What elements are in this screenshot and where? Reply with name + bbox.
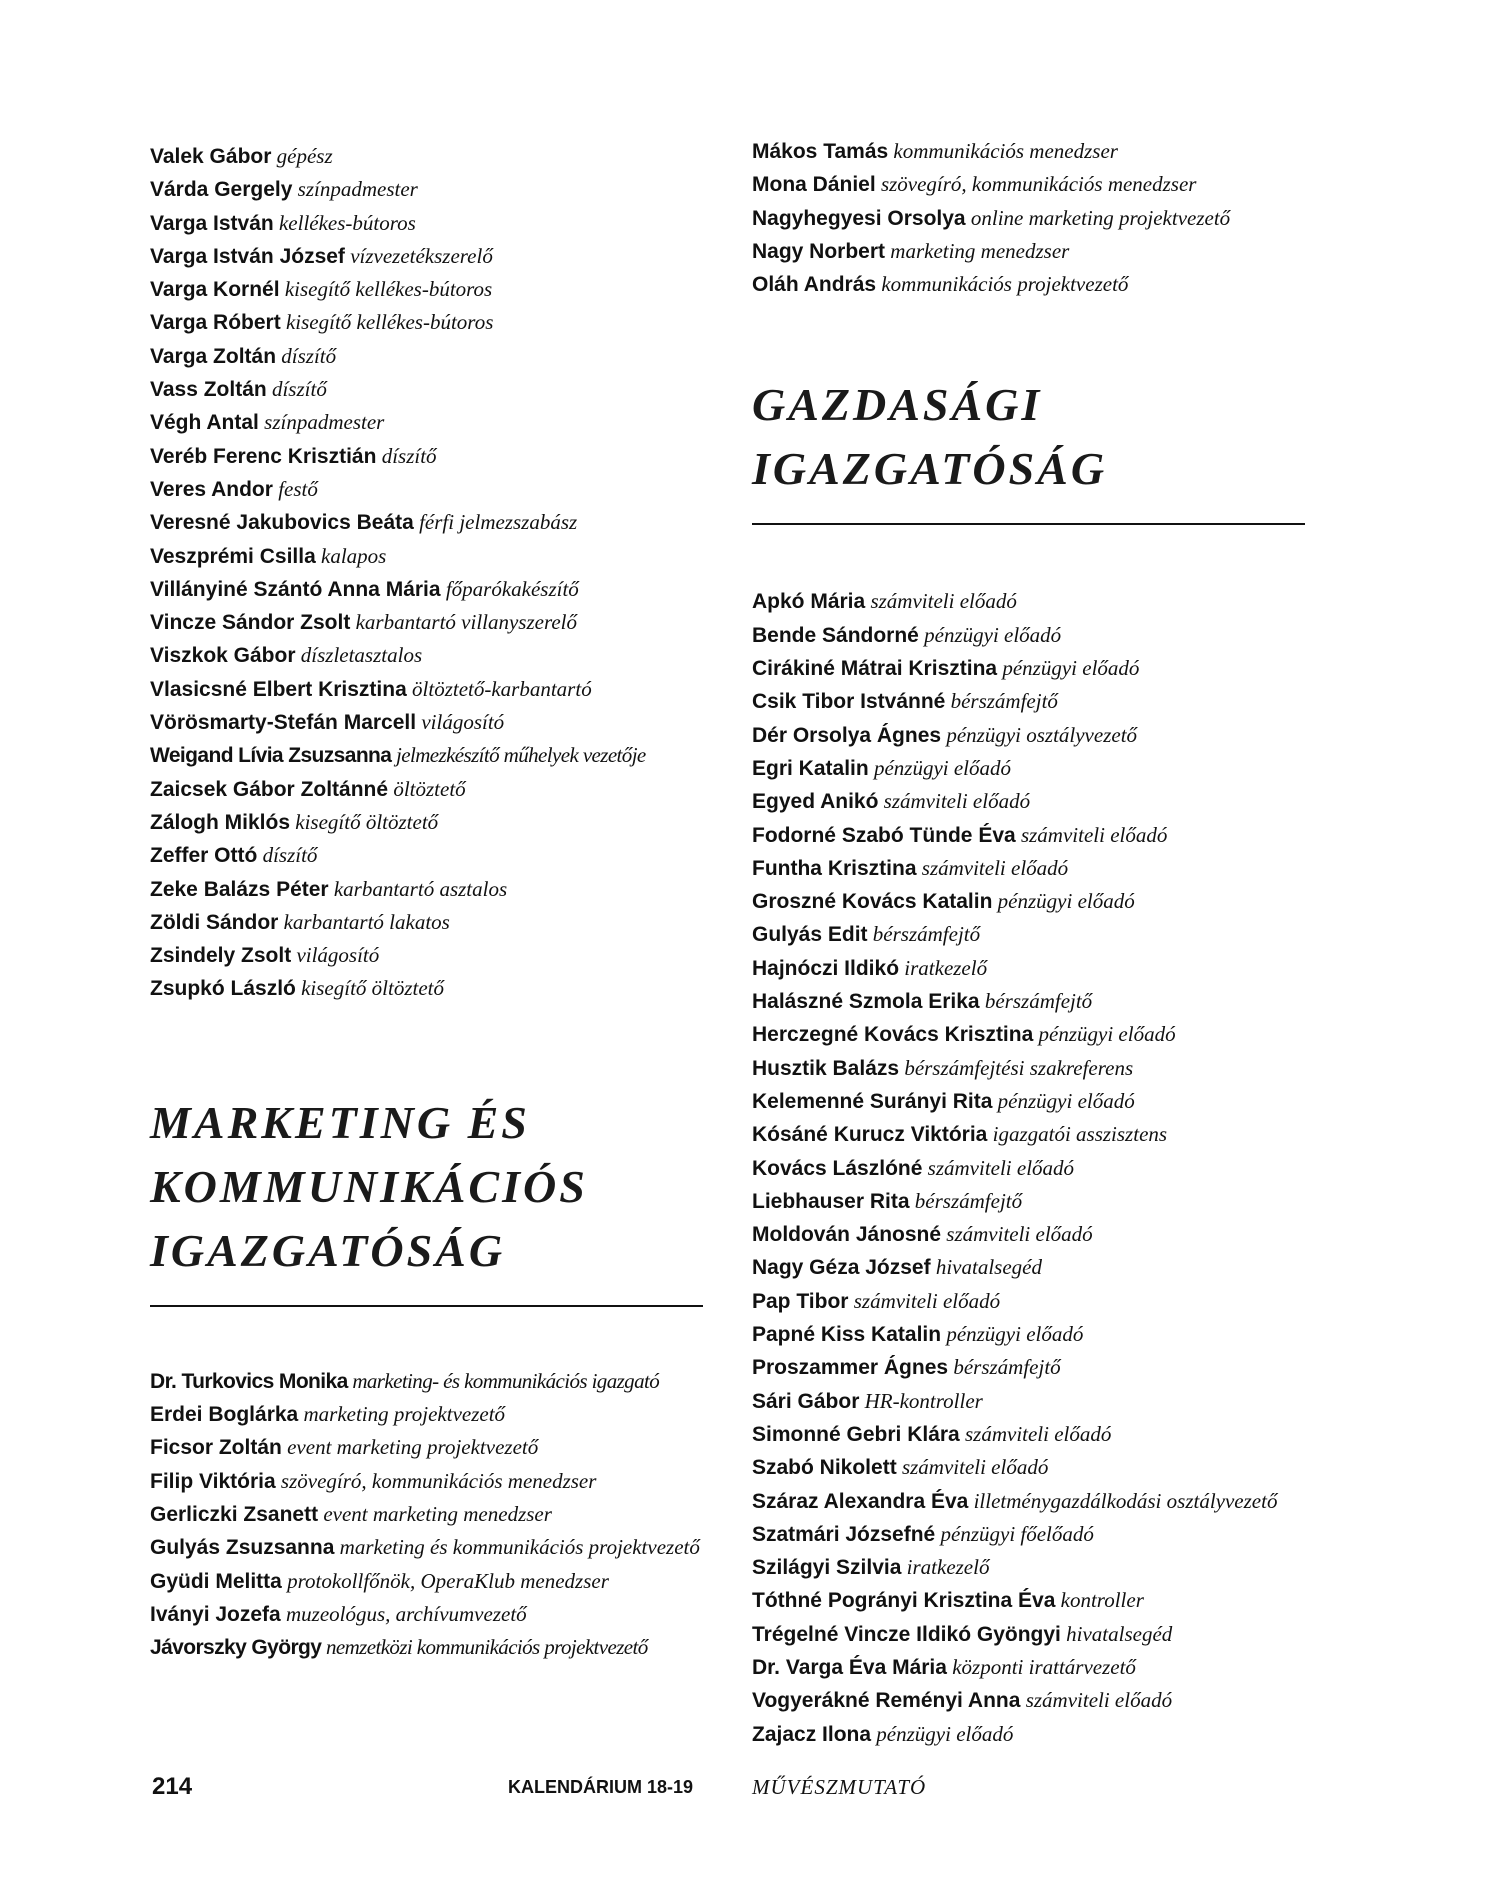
staff-role: kisegítő öltöztető — [301, 976, 445, 1001]
staff-entry — [150, 573, 710, 606]
staff-role: marketing menedzser — [890, 238, 1070, 263]
staff-role: szövegíró, kommunikációs menedzser — [880, 172, 1197, 197]
staff-name: Vass Zoltán — [150, 378, 267, 402]
staff-name: Varga Kornél — [150, 278, 280, 302]
staff-role: kommunikációs projektvezető — [881, 272, 1129, 297]
staff-role: díszítő — [381, 443, 437, 468]
staff-role: karbantartó lakatos — [283, 909, 450, 934]
staff-entry — [150, 706, 710, 739]
staff-name: Dr. Turkovics Monika — [150, 1369, 348, 1393]
staff-name: Ficsor Zoltán — [150, 1436, 282, 1460]
staff-entry — [752, 652, 1312, 685]
staff-role: protokollfőnök, OperaKlub menedzser — [287, 1568, 609, 1593]
staff-name: Cirákiné Mátrai Krisztina — [752, 657, 998, 681]
staff-entry — [752, 719, 1312, 752]
staff-role: igazgatói asszisztens — [992, 1122, 1168, 1147]
staff-entry — [150, 673, 710, 706]
staff-role: kisegítő kellékes-bútoros — [284, 277, 493, 302]
staff-role: bérszámfejtő — [914, 1188, 1023, 1213]
staff-name: Halászné Szmola Erika — [752, 990, 980, 1014]
staff-entry — [150, 739, 710, 772]
staff-entry — [752, 585, 1312, 618]
staff-role: gépész — [276, 144, 333, 168]
staff-entry — [752, 1485, 1312, 1518]
staff-entry — [752, 785, 1312, 818]
staff-entry — [752, 952, 1312, 985]
staff-entry — [150, 1565, 710, 1598]
staff-entry — [752, 1651, 1312, 1684]
staff-name: Tóthné Pogrányi Krisztina Éva — [752, 1589, 1056, 1613]
staff-role: HR-kontroller — [864, 1388, 983, 1413]
staff-entry — [150, 1465, 710, 1498]
staff-role: nemzetközi kommunikációs projektvezető — [326, 1635, 648, 1660]
staff-name: Várda Gergely — [150, 178, 293, 202]
staff-name: Egri Katalin — [752, 756, 869, 780]
staff-role: hivatalsegéd — [935, 1255, 1042, 1280]
staff-name: Gulyás Edit — [752, 923, 868, 947]
staff-role: iratkezelő — [906, 1555, 990, 1580]
staff-name: Mákos Tamás — [752, 140, 889, 163]
staff-role: számviteli előadó — [901, 1455, 1049, 1480]
staff-entry — [150, 240, 710, 273]
staff-role: szövegíró, kommunikációs menedzser — [280, 1468, 597, 1493]
staff-role: kellékes-bútoros — [278, 210, 416, 235]
staff-name: Veresné Jakubovics Beáta — [150, 511, 414, 535]
staff-entry — [150, 440, 710, 473]
staff-entry — [150, 639, 710, 672]
staff-list-technical — [150, 140, 710, 1006]
staff-role: event marketing menedzser — [323, 1501, 552, 1526]
staff-entry — [752, 1385, 1312, 1418]
staff-entry — [752, 1351, 1312, 1384]
staff-name: Viszkok Gábor — [150, 644, 296, 668]
staff-entry — [150, 540, 710, 573]
staff-name: Zálogh Miklós — [150, 810, 291, 834]
section-divider — [150, 1305, 703, 1307]
staff-name: Mona Dániel — [752, 173, 876, 197]
staff-entry — [150, 606, 710, 639]
staff-role: pénzügyi előadó — [876, 1721, 1014, 1746]
staff-entry — [150, 839, 710, 872]
staff-name: Jávorszky György — [150, 1636, 322, 1660]
staff-entry — [752, 1551, 1312, 1584]
staff-name: Pap Tibor — [752, 1289, 849, 1313]
staff-name: Weigand Lívia Zsuzsanna — [150, 744, 392, 768]
staff-entry — [752, 752, 1312, 785]
staff-entry — [150, 1498, 710, 1531]
staff-entry — [150, 1531, 710, 1564]
staff-role: kontroller — [1060, 1588, 1144, 1613]
staff-name: Papné Kiss Katalin — [752, 1323, 942, 1347]
staff-entry — [752, 685, 1312, 718]
staff-entry — [150, 373, 710, 406]
staff-role: díszítő — [262, 843, 318, 868]
heading-line: IGAZGATÓSÁG — [752, 443, 1108, 495]
section-title: MŰVÉSZMUTATÓ — [752, 1775, 927, 1799]
staff-name: Vlasicsné Elbert Krisztina — [150, 677, 407, 701]
staff-role: világosító — [296, 943, 380, 968]
staff-name: Apkó Mária — [752, 590, 866, 614]
staff-entry — [752, 1251, 1312, 1284]
staff-name: Dér Orsolya Ágnes — [752, 723, 942, 747]
staff-name: Kelemenné Surányi Rita — [752, 1089, 993, 1113]
staff-entry — [752, 1718, 1312, 1751]
staff-role: központi irattárvezető — [952, 1654, 1136, 1679]
staff-entry — [150, 972, 710, 1005]
staff-name: Veszprémi Csilla — [150, 544, 316, 568]
staff-entry — [752, 268, 1312, 301]
staff-name: Fodorné Szabó Tünde Éva — [752, 823, 1016, 847]
staff-entry — [752, 1185, 1312, 1218]
staff-name: Nagyhegyesi Orsolya — [752, 206, 966, 230]
staff-role: számviteli előadó — [927, 1155, 1075, 1180]
heading-line: GAZDASÁGI — [752, 379, 1043, 431]
heading-line: KOMMUNIKÁCIÓS — [150, 1160, 588, 1212]
staff-name: Gerliczki Zsanett — [150, 1502, 319, 1526]
staff-name: Varga István József — [150, 244, 345, 268]
staff-role: pénzügyi osztályvezető — [946, 722, 1138, 747]
staff-role: pénzügyi előadó — [1002, 656, 1140, 681]
staff-role: férfi jelmezszabász — [419, 510, 578, 535]
staff-role: pénzügyi előadó — [873, 755, 1012, 780]
staff-entry — [150, 939, 710, 972]
staff-role: marketing projektvezető — [303, 1402, 506, 1427]
staff-name: Varga Róbert — [150, 311, 281, 335]
staff-name: Varga István — [150, 211, 274, 235]
staff-entry — [150, 406, 710, 439]
staff-role: kommunikációs menedzser — [893, 139, 1118, 163]
staff-name: Csik Tibor Istvánné — [752, 690, 946, 714]
left-column — [150, 140, 710, 1664]
staff-role: számviteli előadó — [1020, 822, 1168, 847]
staff-role: főparókakészítő — [445, 576, 579, 601]
staff-name: Iványi Jozefa — [150, 1602, 281, 1626]
staff-role: számviteli előadó — [964, 1421, 1112, 1446]
staff-name: Liebhauser Rita — [752, 1189, 910, 1213]
staff-entry — [150, 140, 710, 173]
staff-role: bérszámfejtő — [950, 689, 1058, 714]
staff-name: Zsupkó László — [150, 977, 296, 1001]
staff-role: pénzügyi előadó — [997, 1088, 1135, 1113]
staff-name: Simonné Gebri Klára — [752, 1422, 960, 1446]
staff-entry — [150, 1365, 710, 1398]
staff-entry — [150, 1598, 710, 1631]
staff-name: Zaicsek Gábor Zoltánné — [150, 777, 389, 801]
staff-name: Nagy Norbert — [752, 239, 886, 263]
staff-entry — [150, 773, 710, 806]
staff-entry — [752, 918, 1312, 951]
staff-entry — [150, 906, 710, 939]
staff-entry — [752, 235, 1312, 268]
staff-entry — [752, 1518, 1312, 1551]
staff-entry — [752, 852, 1312, 885]
staff-entry — [752, 1285, 1312, 1318]
staff-name: Zöldi Sándor — [150, 910, 279, 934]
staff-name: Végh Antal — [150, 411, 259, 435]
staff-list-marketing-continued — [752, 135, 1312, 301]
staff-name: Zeffer Ottó — [150, 844, 258, 868]
staff-role: marketing- és kommunikációs igazgató — [352, 1368, 660, 1393]
staff-entry — [150, 306, 710, 339]
staff-name: Trégelné Vincze Ildikó Gyöngyi — [752, 1622, 1061, 1646]
staff-role: öltöztető-karbantartó — [412, 676, 592, 701]
staff-role: számviteli előadó — [883, 789, 1031, 814]
staff-name: Hajnóczi Ildikó — [752, 956, 900, 980]
staff-name: Funtha Krisztina — [752, 856, 917, 880]
staff-role: számviteli előadó — [1025, 1688, 1173, 1713]
staff-entry — [752, 1085, 1312, 1118]
staff-role: számviteli előadó — [853, 1288, 1001, 1313]
heading-line: IGAZGATÓSÁG — [150, 1224, 506, 1276]
staff-name: Zajacz Ilona — [752, 1722, 872, 1746]
staff-entry — [150, 506, 710, 539]
staff-role: bérszámfejtési szakreferens — [904, 1055, 1134, 1080]
staff-entry — [752, 1152, 1312, 1185]
staff-role: jelmezkészítő műhelyek vezetője — [396, 743, 646, 768]
staff-entry — [752, 1052, 1312, 1085]
staff-entry — [752, 885, 1312, 918]
staff-entry — [150, 273, 710, 306]
staff-name: Szilágyi Szilvia — [752, 1556, 902, 1580]
staff-entry — [752, 1418, 1312, 1451]
staff-entry — [752, 1218, 1312, 1251]
staff-entry — [752, 168, 1312, 201]
staff-entry — [752, 1618, 1312, 1651]
staff-entry — [150, 806, 710, 839]
staff-role: pénzügyi előadó — [1038, 1022, 1176, 1047]
staff-name: Vincze Sándor Zsolt — [150, 611, 351, 635]
staff-entry — [150, 1431, 710, 1464]
staff-entry — [752, 1318, 1312, 1351]
staff-role: vízvezetékszerelő — [350, 243, 493, 268]
staff-list-financial — [752, 585, 1312, 1750]
staff-role: számviteli előadó — [921, 855, 1069, 880]
staff-role: világosító — [421, 710, 505, 735]
staff-name: Veres Andor — [150, 477, 273, 501]
staff-role: bérszámfejtő — [984, 989, 1093, 1014]
staff-name: Gyüdi Melitta — [150, 1569, 282, 1593]
staff-name: Gulyás Zsuzsanna — [150, 1536, 335, 1560]
staff-entry — [752, 1118, 1312, 1151]
staff-entry — [752, 135, 1312, 168]
staff-name: Vogyerákné Reményi Anna — [752, 1689, 1021, 1713]
staff-role: pénzügyi előadó — [997, 889, 1135, 914]
staff-name: Valek Gábor — [150, 145, 272, 168]
staff-entry — [150, 873, 710, 906]
staff-entry — [752, 819, 1312, 852]
staff-role: karbantartó villanyszerelő — [355, 610, 578, 635]
heading-line: MARKETING ÉS — [150, 1096, 530, 1148]
staff-name: Kósáné Kurucz Viktória — [752, 1123, 988, 1147]
staff-role: marketing és kommunikációs projektvezető — [339, 1535, 700, 1560]
staff-role: pénzügyi főelőadó — [940, 1521, 1094, 1546]
staff-name: Vörösmarty-Stefán Marcell — [150, 711, 417, 735]
staff-role: iratkezelő — [904, 955, 988, 980]
staff-name: Husztik Balázs — [752, 1056, 900, 1080]
staff-role: kalapos — [321, 543, 387, 568]
staff-name: Zsindely Zsolt — [150, 944, 292, 968]
page-number: 214 — [152, 1773, 193, 1800]
staff-role: színpadmester — [297, 177, 418, 202]
staff-entry — [150, 1398, 710, 1431]
right-column — [752, 135, 1312, 1751]
staff-entry — [752, 202, 1312, 235]
staff-entry — [752, 619, 1312, 652]
staff-name: Oláh András — [752, 273, 877, 297]
staff-role: event marketing projektvezető — [287, 1435, 539, 1460]
staff-name: Sári Gábor — [752, 1389, 860, 1413]
staff-name: Nagy Géza József — [752, 1256, 931, 1280]
staff-role: díszítő — [271, 377, 327, 402]
staff-role: muzeológus, archívumvezető — [285, 1601, 527, 1626]
staff-name: Egyed Anikó — [752, 790, 879, 814]
staff-role: számviteli előadó — [870, 589, 1017, 614]
staff-role: öltöztető — [393, 776, 466, 801]
staff-name: Kovács Lászlóné — [752, 1156, 923, 1180]
staff-role: kisegítő öltöztető — [295, 809, 439, 834]
staff-role: hivatalsegéd — [1066, 1621, 1173, 1646]
staff-name: Groszné Kovács Katalin — [752, 890, 993, 914]
section-heading-gazdasagi — [752, 373, 1312, 501]
staff-entry — [752, 1684, 1312, 1717]
staff-entry — [150, 1631, 710, 1664]
staff-role: színpadmester — [264, 410, 385, 435]
staff-name: Villányiné Szántó Anna Mária — [150, 577, 441, 601]
staff-name: Filip Viktória — [150, 1469, 276, 1493]
staff-role: kisegítő kellékes-bútoros — [285, 310, 494, 335]
staff-name: Száraz Alexandra Éva — [752, 1489, 969, 1513]
staff-name: Szabó Nikolett — [752, 1456, 897, 1480]
staff-name: Dr. Varga Éva Mária — [752, 1655, 947, 1679]
staff-name: Proszammer Ágnes — [752, 1356, 949, 1380]
staff-role: számviteli előadó — [946, 1222, 1093, 1247]
staff-role: bérszámfejtő — [872, 922, 981, 947]
staff-role: online marketing projektvezető — [970, 205, 1231, 230]
staff-name: Erdei Boglárka — [150, 1403, 299, 1427]
staff-entry — [752, 1451, 1312, 1484]
staff-name: Moldován Jánosné — [752, 1223, 942, 1247]
staff-name: Zeke Balázs Péter — [150, 877, 329, 901]
staff-entry — [150, 473, 710, 506]
staff-name: Bende Sándorné — [752, 623, 919, 647]
section-heading-marketing — [150, 1091, 710, 1283]
staff-role: díszítő — [281, 343, 337, 368]
staff-role: díszletasztalos — [300, 643, 423, 668]
staff-entry — [150, 340, 710, 373]
section-divider — [752, 523, 1305, 525]
staff-role: karbantartó asztalos — [333, 876, 508, 901]
staff-entry — [150, 173, 710, 206]
publication-title: KALENDÁRIUM 18-19 — [508, 1777, 694, 1797]
staff-role: bérszámfejtő — [953, 1355, 1061, 1380]
staff-role: pénzügyi előadó — [946, 1322, 1084, 1347]
staff-list-marketing — [150, 1365, 710, 1665]
staff-role: pénzügyi előadó — [924, 622, 1062, 647]
staff-role: festő — [278, 476, 318, 501]
staff-name: Szatmári Józsefné — [752, 1522, 936, 1546]
staff-name: Varga Zoltán — [150, 344, 277, 368]
staff-role: illetménygazdálkodási osztályvezető — [973, 1488, 1278, 1513]
staff-entry — [752, 1584, 1312, 1617]
staff-entry — [752, 1018, 1312, 1051]
staff-name: Herczegné Kovács Krisztina — [752, 1023, 1034, 1047]
staff-entry — [752, 985, 1312, 1018]
staff-entry — [150, 207, 710, 240]
staff-name: Veréb Ferenc Krisztián — [150, 444, 377, 468]
